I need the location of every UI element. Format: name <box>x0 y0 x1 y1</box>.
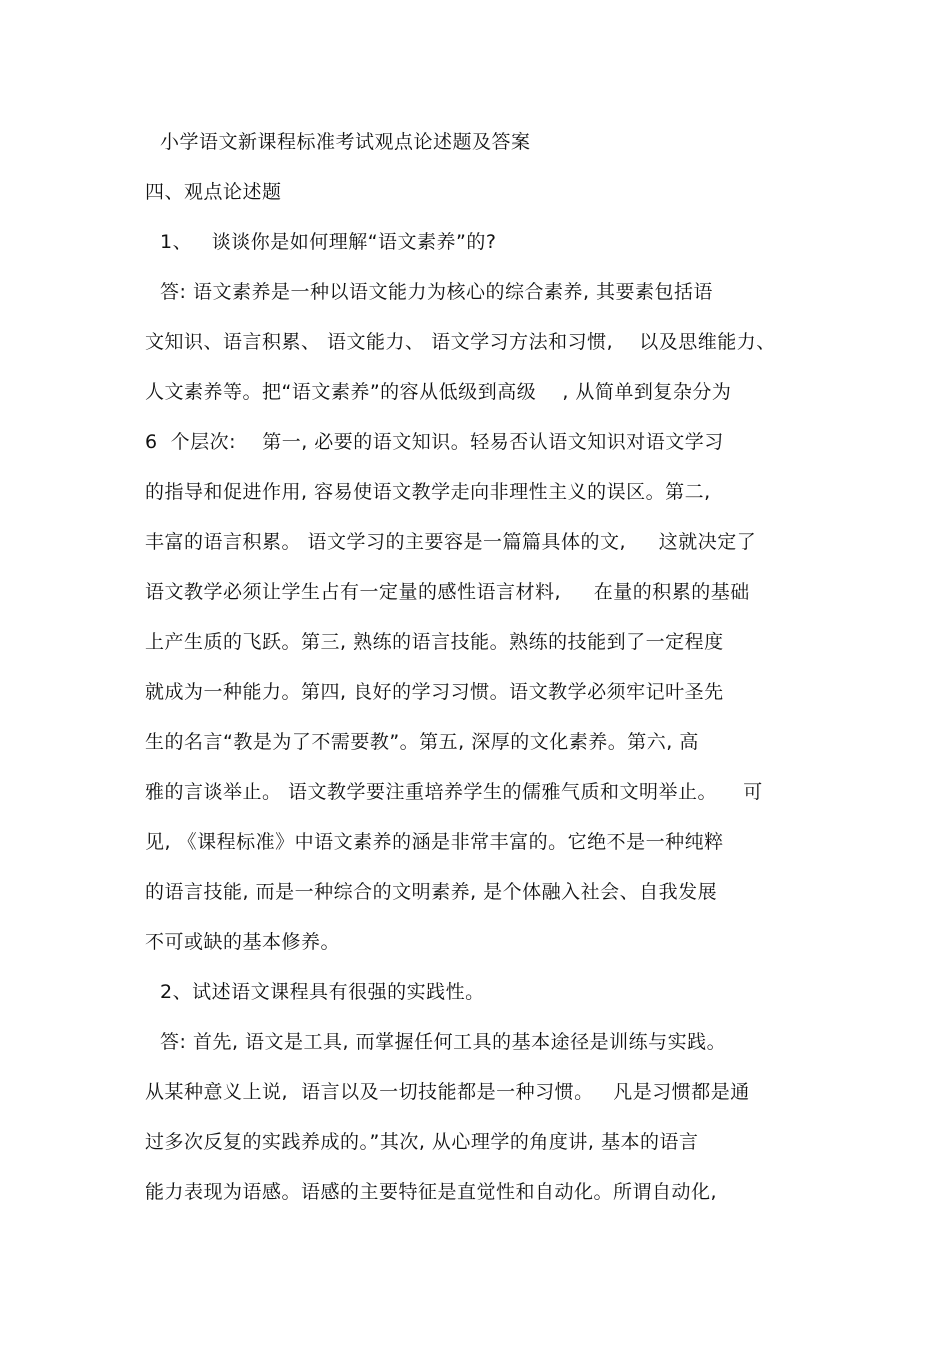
text-line: 答: 语文素养是一种以语文能力为核心的综合素养, 其要素包括语 <box>160 281 714 303</box>
text-line: 的指导和促进作用, 容易使语文教学走向非理性主义的误区。第二, <box>145 481 711 503</box>
text-line: 能力表现为语感。语感的主要特征是直觉性和自动化。所谓自动化, <box>145 1181 718 1203</box>
text-line: 2、试述语文课程具有很强的实践性。 <box>160 981 485 1003</box>
text-line: 不可或缺的基本修养。 <box>145 931 341 953</box>
text-line: 从某种意义上说, 语言以及一切技能都是一种习惯。 凡是习惯都是通 <box>145 1081 750 1103</box>
section-heading: 四、观点论述题 <box>145 181 282 203</box>
text-line: 文知识、语言积累、 语文能力、 语文学习方法和习惯, 以及思维能力、 <box>145 331 776 353</box>
text-line: 见, 《课程标准》中语文素养的涵是非常丰富的。它绝不是一种纯粹 <box>145 831 724 853</box>
text-line: 6 个层次: 第一, 必要的语文知识。轻易否认语文知识对语文学习 <box>145 431 724 453</box>
text-line: 的语言技能, 而是一种综合的文明素养, 是个体融入社会、自我发展 <box>145 881 718 903</box>
text-line: 1、 谈谈你是如何理解“语文素养”的? <box>160 231 497 253</box>
text-line: 就成为一种能力。第四, 良好的学习习惯。语文教学必须牢记叶圣先 <box>145 681 724 703</box>
text-line: 答: 首先, 语文是工具, 而掌握任何工具的基本途径是训练与实践。 <box>160 1031 727 1053</box>
text-line: 过多次反复的实践养成的。”其次, 从心理学的角度讲, 基本的语言 <box>145 1131 699 1153</box>
document-title: 小学语文新课程标准考试观点论述题及答案 <box>160 131 531 153</box>
text-line: 生的名言“教是为了不需要教”。第五, 深厚的文化素养。第六, 高 <box>145 731 699 753</box>
text-line: 雅的言谈举止。 语文教学要注重培养学生的儒雅气质和文明举止。 可 <box>145 781 763 803</box>
text-line: 上产生质的飞跃。第三, 熟练的语言技能。熟练的技能到了一定程度 <box>145 631 724 653</box>
text-line: 人文素养等。把“语文素养”的容从低级到高级 , 从简单到复杂分为 <box>145 381 732 403</box>
text-line: 语文教学必须让学生占有一定量的感性语言材料, 在量的积累的基础 <box>145 581 750 603</box>
text-line: 丰富的语言积累。 语文学习的主要容是一篇篇具体的文, 这就决定了 <box>145 531 757 553</box>
